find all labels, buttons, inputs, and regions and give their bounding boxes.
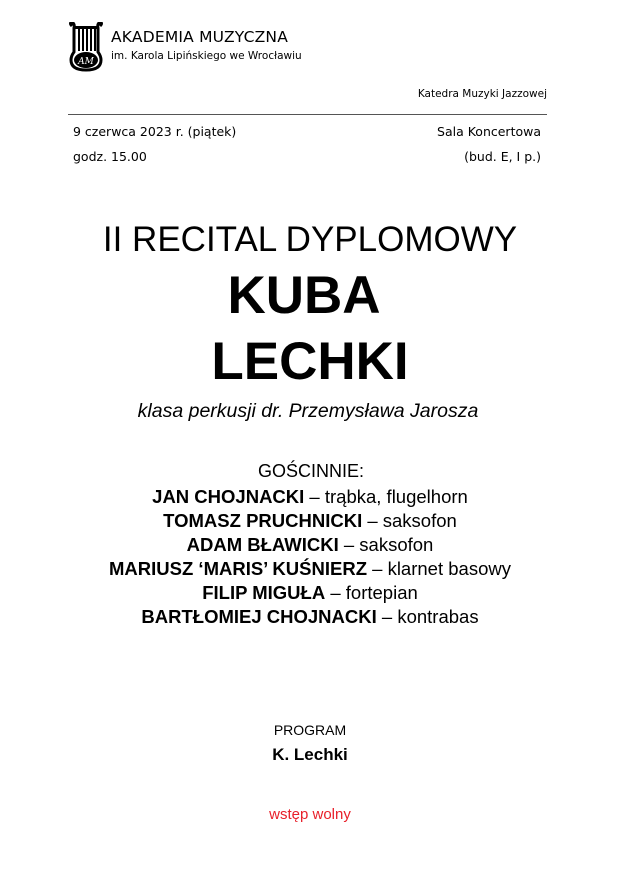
guests-heading: GOŚCINNIE: bbox=[257, 461, 364, 481]
performer-last-name: LECHKI bbox=[211, 332, 409, 391]
guest-name: BARTŁOMIEJ CHOJNACKI bbox=[141, 606, 377, 627]
guest-instrument: – kontrabas bbox=[376, 606, 479, 627]
guest-name: FILIP MIGUŁA bbox=[202, 582, 326, 603]
guest-item bbox=[0, 581, 620, 605]
department: Katedra Muzyki Jazzowej bbox=[417, 88, 547, 100]
event-venue-detail: (bud. E, I p.) bbox=[464, 149, 541, 164]
guest-instrument: – saksofon bbox=[362, 510, 457, 531]
guest-name: TOMASZ PRUCHNICKI bbox=[163, 510, 363, 531]
class-info: klasa perkusji dr. Przemysława Jarosza bbox=[137, 400, 479, 422]
lyre-icon bbox=[68, 22, 104, 72]
institution-subtitle: im. Karola Lipińskiego we Wrocławiu bbox=[111, 50, 302, 62]
guest-name: MARIUSZ ‘MARIS’ KUŚNIERZ bbox=[109, 558, 367, 579]
guest-item bbox=[0, 509, 620, 533]
guest-instrument: – fortepian bbox=[325, 582, 418, 603]
guest-instrument: – trąbka, flugelhorn bbox=[304, 486, 468, 507]
header-divider bbox=[68, 114, 547, 115]
guest-name: JAN CHOJNACKI bbox=[152, 486, 305, 507]
guest-name: ADAM BŁAWICKI bbox=[186, 534, 339, 555]
recital-title: II RECITAL DYPLOMOWY bbox=[102, 220, 518, 259]
guest-item bbox=[0, 605, 620, 629]
svg-text:AM: AM bbox=[78, 57, 94, 67]
event-venue: Sala Koncertowa bbox=[437, 124, 541, 139]
institution-name: AKADEMIA MUZYCZNA bbox=[111, 28, 289, 46]
guest-item bbox=[0, 533, 620, 557]
guest-instrument: – saksofon bbox=[338, 534, 434, 555]
program-heading: PROGRAM bbox=[273, 722, 347, 738]
guest-item bbox=[0, 557, 620, 581]
event-time: godz. 15.00 bbox=[73, 149, 147, 164]
guests-list bbox=[0, 485, 620, 629]
guest-instrument: – klarnet basowy bbox=[367, 558, 511, 579]
entry-note: wstęp wolny bbox=[269, 806, 351, 823]
performer-first-name: KUBA bbox=[227, 266, 381, 325]
event-date: 9 czerwca 2023 r. (piątek) bbox=[73, 124, 237, 139]
guest-item bbox=[0, 485, 620, 509]
program-composer: K. Lechki bbox=[272, 745, 348, 764]
